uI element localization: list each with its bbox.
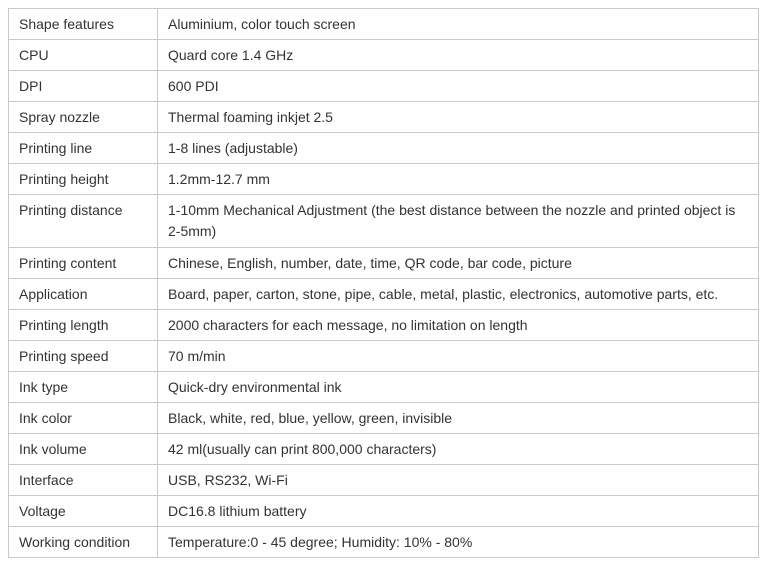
spec-label: Printing height [9,164,158,195]
spec-value: Black, white, red, blue, yellow, green, invisible [158,403,759,434]
spec-label: Printing length [9,310,158,341]
spec-value: Board, paper, carton, stone, pipe, cable, metal, plastic, electronics, automotive parts, etc. [158,279,759,310]
spec-value: Quick-dry environmental ink [158,372,759,403]
spec-value: Thermal foaming inkjet 2.5 [158,102,759,133]
table-row [9,372,759,403]
table-row [9,279,759,310]
spec-label: Interface [9,465,158,496]
table-row [9,71,759,102]
specification-table [8,8,759,558]
spec-label: Ink volume [9,434,158,465]
table-row [9,195,759,248]
table-row [9,403,759,434]
spec-label: Shape features [9,9,158,40]
spec-value: Quard core 1.4 GHz [158,40,759,71]
spec-label: Printing speed [9,341,158,372]
table-row [9,9,759,40]
spec-value: Aluminium, color touch screen [158,9,759,40]
specification-table-body [9,9,759,558]
spec-label: Ink color [9,403,158,434]
spec-value: Chinese, English, number, date, time, QR code, bar code, picture [158,248,759,279]
spec-label: Spray nozzle [9,102,158,133]
table-row [9,310,759,341]
table-row [9,248,759,279]
spec-value: DC16.8 lithium battery [158,496,759,527]
spec-value: 1.2mm-12.7 mm [158,164,759,195]
spec-label: Printing distance [9,195,158,248]
spec-label: Working condition [9,527,158,558]
table-row [9,164,759,195]
table-row [9,434,759,465]
spec-value: 600 PDI [158,71,759,102]
table-row [9,40,759,71]
table-row [9,133,759,164]
table-row [9,527,759,558]
spec-label: Ink type [9,372,158,403]
table-row [9,341,759,372]
spec-value: 2000 characters for each message, no limitation on length [158,310,759,341]
spec-value: 70 m/min [158,341,759,372]
spec-label: Application [9,279,158,310]
spec-value: Temperature:0 - 45 degree; Humidity: 10% - 80% [158,527,759,558]
spec-label: CPU [9,40,158,71]
spec-label: Printing line [9,133,158,164]
table-row [9,496,759,527]
spec-value: USB, RS232, Wi-Fi [158,465,759,496]
spec-value: 1-10mm Mechanical Adjustment (the best distance between the nozzle and printed object is 2-5mm) [158,195,759,248]
spec-label: DPI [9,71,158,102]
spec-label: Printing content [9,248,158,279]
spec-value: 42 ml(usually can print 800,000 characters) [158,434,759,465]
spec-value: 1-8 lines (adjustable) [158,133,759,164]
table-row [9,102,759,133]
table-row [9,465,759,496]
spec-label: Voltage [9,496,158,527]
